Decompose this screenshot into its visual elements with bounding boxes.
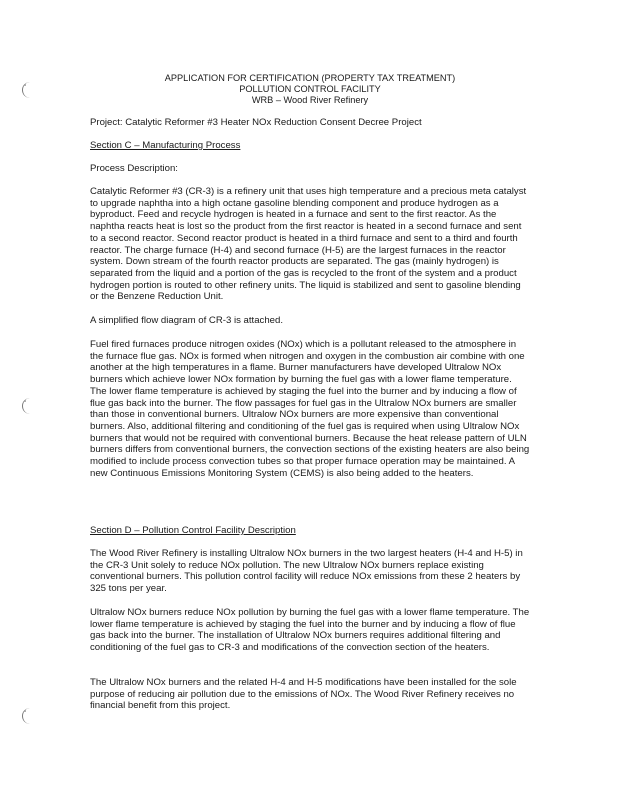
purpose-statement-paragraph: The Ultralow NOx burners and the related H-4 and H-5 modifications have been installed for the sole purpose of reducing air pollution due to the emissions of NOx. The Wood River Refinery receives no financial benefit from this project. xyxy=(90,677,517,712)
document-header xyxy=(90,73,530,106)
facility-installation-paragraph: The Wood River Refinery is installing Ultralow NOx burners in the two largest heaters (H-4 and H-5) in the CR-3 Unit solely to reduce NOx pollution. The new Ultralow NOx burners replace existing conventional burners. This pollution control facility will reduce NOx emissions from these 2 heaters by 325 tons per year. xyxy=(90,548,523,595)
punch-hole-bottom xyxy=(22,708,33,724)
burner-description-paragraph: Ultralow NOx burners reduce NOx pollution by burning the fuel gas with a lower flame temperature. The lower flame temperature is achieved by staging the fuel into the burner and by inducing a flow of flue gas back into the burner. The installation of Ultralow NOx burners requires additional filtering and conditioning of the fuel gas to CR-3 and modifications of the convection section of the heaters. xyxy=(90,607,530,654)
nox-formation-paragraph: Fuel fired furnaces produce nitrogen oxides (NOx) which is a pollutant released to the atmosphere in the furnace flue gas. NOx is formed when nitrogen and oxygen in the combustion air combine with one another at the high temperatures in a flame. Burner manufacturers have developed Ultralow NOx burners which achieve lower NOx formation by burning the fuel gas with a lower flame temperature. The lower flame temperature is achieved by staging the fuel into the burner and by inducing a flow of flue gas back into the burner. The flow passages for fuel gas in the Ultralow NOx burners are smaller than those in conventional burners. Ultralow NOx burners are more expensive than conventional burners. Also, additional filtering and conditioning of the fuel gas is required when using Ultralow NOx burners that would not be required with conventional burners. Because the heat release pattern of ULN burners differs from conventional burners, the convection sections of the existing heaters are also being modified to include process convection tubes so that proper furnace operation may be maintained. A new Continuous Emissions Monitoring System (CEMS) is also being added to the heaters. xyxy=(90,339,530,479)
flow-diagram-note: A simplified flow diagram of CR-3 is attached. xyxy=(90,315,284,326)
punch-hole-top xyxy=(22,82,33,98)
header-subtitle: POLLUTION CONTROL FACILITY xyxy=(239,84,381,94)
project-line: Project: Catalytic Reformer #3 Heater NOx Reduction Consent Decree Project xyxy=(90,117,422,128)
section-d-heading: Section D – Pollution Control Facility Description xyxy=(90,525,296,536)
process-description-label: Process Description: xyxy=(90,163,178,174)
header-title: APPLICATION FOR CERTIFICATION (PROPERTY TAX TREATMENT) xyxy=(164,73,456,83)
process-description-paragraph: Catalytic Reformer #3 (CR-3) is a refinery unit that uses high temperature and a precious meta catalyst to upgrade naphtha into a high octane gasoline blending component and produce hydrogen as a byproduct. Feed and recycle hydrogen is heated in a furnace and sent to the first reactor. As the naphtha reacts heat is lost so the product from the first reactor is heated in a second furnace and sent to a second reactor. Second reactor product is heated in a third furnace and sent to a third and fourth reactor. The charge furnace (H-4) and second furnace (H-5) are the largest furnaces in the reactor system. Down stream of the fourth reactor products are separated. The gas (mainly hydrogen) is separated from the liquid and a portion of the gas is recycled to the front of the system and a product hydrogen portion is routed to other refinery units. The liquid is stabilized and sent to gasoline blending or the Benzene Reduction Unit. xyxy=(90,186,527,303)
punch-hole-middle xyxy=(22,398,33,414)
section-c-heading: Section C – Manufacturing Process xyxy=(90,140,241,151)
header-refinery: WRB – Wood River Refinery xyxy=(251,95,369,105)
